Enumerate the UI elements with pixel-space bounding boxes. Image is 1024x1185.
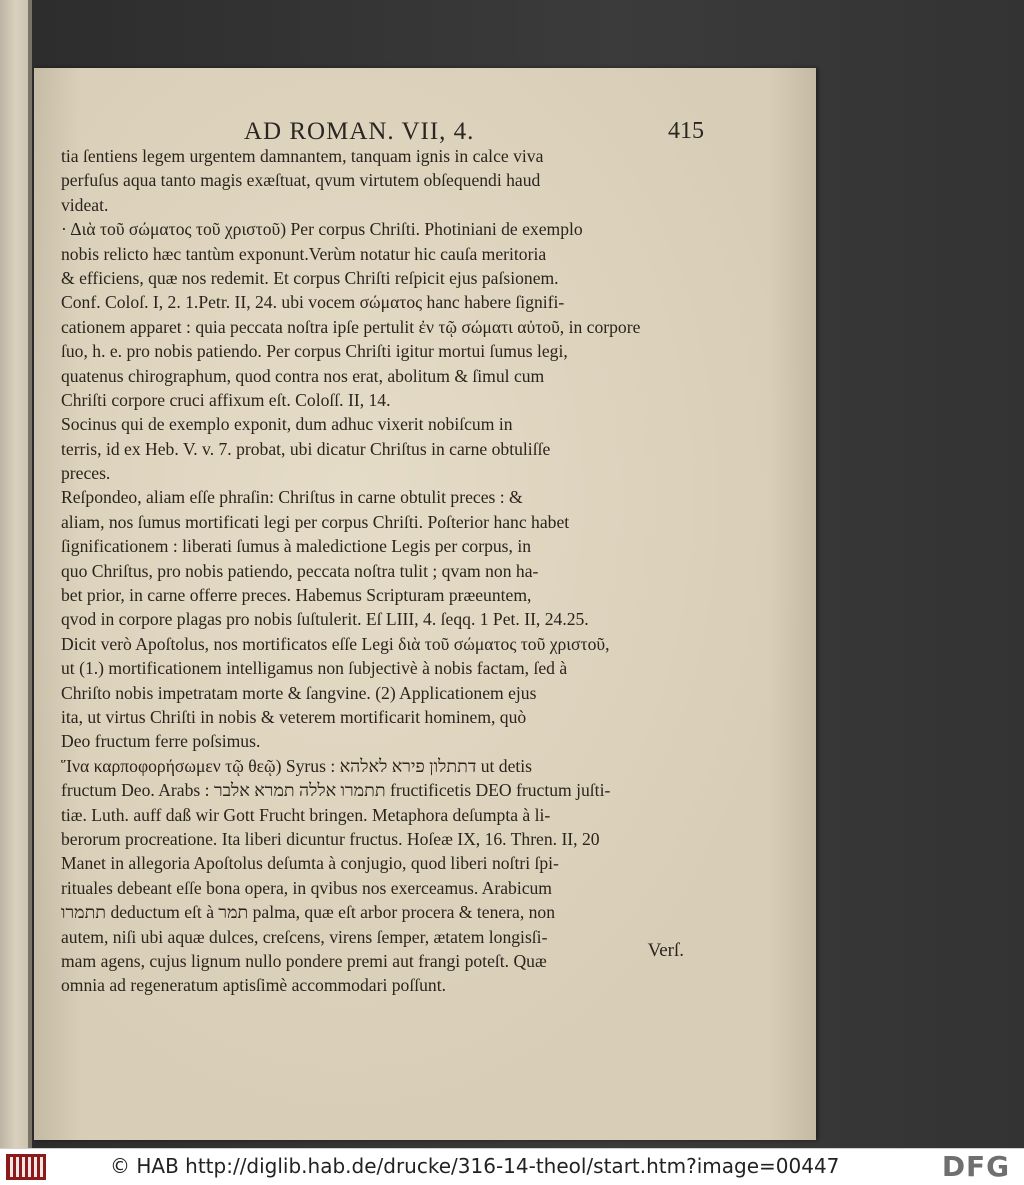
text-line: & efficiens, quæ nos redemit. Et corpus Chriſti reſpicit ejus paſsionem. [61, 267, 559, 288]
text-line: qvod in corpore plagas pro nobis ſuſtulerit. Eſ LIII, 4. ſeqq. 1 Pet. II, 24.25. [61, 609, 589, 630]
text-line: Chriſti corpore cruci affixum eſt. Coloſſ. II, 14. [61, 389, 391, 410]
copyright-url[interactable]: © HAB http://diglib.hab.de/drucke/316-14-theol/start.htm?image=00447 [110, 1154, 840, 1178]
text-line: preces. [61, 463, 111, 484]
text-line: quo Chriſtus, pro nobis patiendo, peccata noſtra tulit ; qvam non ha- [61, 560, 539, 581]
text-line: fructum Deo. Arabs : תתמרו אללה תמרא אלבר fructificetis DEO fructum juſti- [61, 780, 611, 801]
text-line: nobis relicto hæc tantùm exponunt.Verùm notatur hic cauſa meritoria [61, 243, 547, 264]
running-head: AD ROMAN. VII, 4. [244, 118, 475, 145]
text-line: rituales debeant eſſe bona opera, in qvibus nos exerceamus. Arabicum [61, 877, 552, 898]
text-line: Socinus qui de exemplo exponit, dum adhuc vixerit nobiſcum in [61, 414, 513, 435]
text-line: Dicit verò Apoſtolus, nos mortificatos eſſe Legi διὰ τοῦ σώματος τοῦ χριστοῦ, [61, 633, 610, 654]
text-line: videat. [61, 194, 109, 215]
text-line: Ἵνα καρποφορήσωμεν τῷ θεῷ) Syrus : דתתלון פירא לאלהא ut detis [61, 755, 533, 776]
hab-logo-icon [6, 1154, 46, 1180]
page-number: 415 [668, 118, 704, 144]
text-line: aliam, nos ſumus mortificati legi per corpus Chriſti. Poſterior hanc habet [61, 511, 570, 532]
text-line: ſignificationem : liberati ſumus à maledictione Legis per corpus, in [61, 536, 532, 557]
text-line: תתמרו deductum eſt à תמר palma, quæ eſt arbor procera & tenera, non [61, 902, 556, 923]
text-line: ita, ut virtus Chriſti in nobis & veterem mortificarit hominem, quò [61, 706, 527, 727]
text-line: Chriſto nobis impetratam morte & ſangvine. (2) Applicationem ejus [61, 682, 537, 703]
dfg-logo: DFG [941, 1150, 1011, 1183]
previous-page-edge [0, 0, 32, 1148]
text-line: Conf. Coloſ. I, 2. 1.Petr. II, 24. ubi vocem σώματος hanc habere ſignifi- [61, 292, 565, 313]
text-line: omnia ad regeneratum aptisſimè accommodari poſſunt. [61, 975, 446, 996]
text-line: bet prior, in carne offerre preces. Habemus Scripturam præeuntem, [61, 585, 532, 606]
text-line: perfuſus aqua tanto magis exæſtuat, qvum virtutem obſequendi haud [61, 170, 541, 191]
text-line: Deo fructum ferre poſsimus. [61, 731, 261, 752]
text-line: mam agens, cujus lignum nullo pondere premi aut frangi poteſt. Quæ [61, 950, 547, 971]
text-line: ut (1.) mortificationem intelligamus non ſubjectivè à nobis factam, ſed à [61, 658, 568, 679]
footer-bar [0, 1148, 1024, 1185]
text-line: tia ſentiens legem urgentem damnantem, tanquam ignis in calce viva [61, 146, 544, 166]
text-line: ſuo, h. e. pro nobis patiendo. Per corpus Chriſti igitur mortui ſumus legi, [61, 341, 568, 362]
text-line: Manet in allegoria Apoſtolus deſumta à conjugio, quod liberi noſtri ſpi- [61, 853, 559, 874]
text-line: tiæ. Luth. auff daß wir Gott Frucht bringen. Metaphora deſumpta à li- [61, 804, 551, 825]
text-line: terris, id ex Heb. V. v. 7. probat, ubi dicatur Chriſtus in carne obtuliſſe [61, 438, 551, 459]
text-line: Reſpondeo, aliam eſſe phraſin: Chriſtus in carne obtulit preces : & [61, 487, 523, 508]
text-line: quatenus chirographum, quod contra nos erat, abolitum & ſimul cum [61, 365, 545, 386]
catchword: Verſ. [647, 940, 684, 961]
text-line: · Διὰ τοῦ σώματος τοῦ χριστοῦ) Per corpus Chriſti. Photiniani de exemplo [61, 219, 583, 240]
body-text [61, 144, 675, 998]
text-line: cationem apparet : quia peccata noſtra ipſe pertulit ἐν τῷ σώματι αὐτοῦ, in corpore [61, 316, 641, 337]
text-line: berorum procreatione. Ita liberi dicuntur fructus. Hoſeæ IX, 16. Thren. II, 20 [61, 828, 600, 849]
book-page [34, 68, 816, 1140]
text-line: autem, niſi ubi aquæ dulces, creſcens, virens ſemper, ætatem longisſi- [61, 926, 548, 947]
